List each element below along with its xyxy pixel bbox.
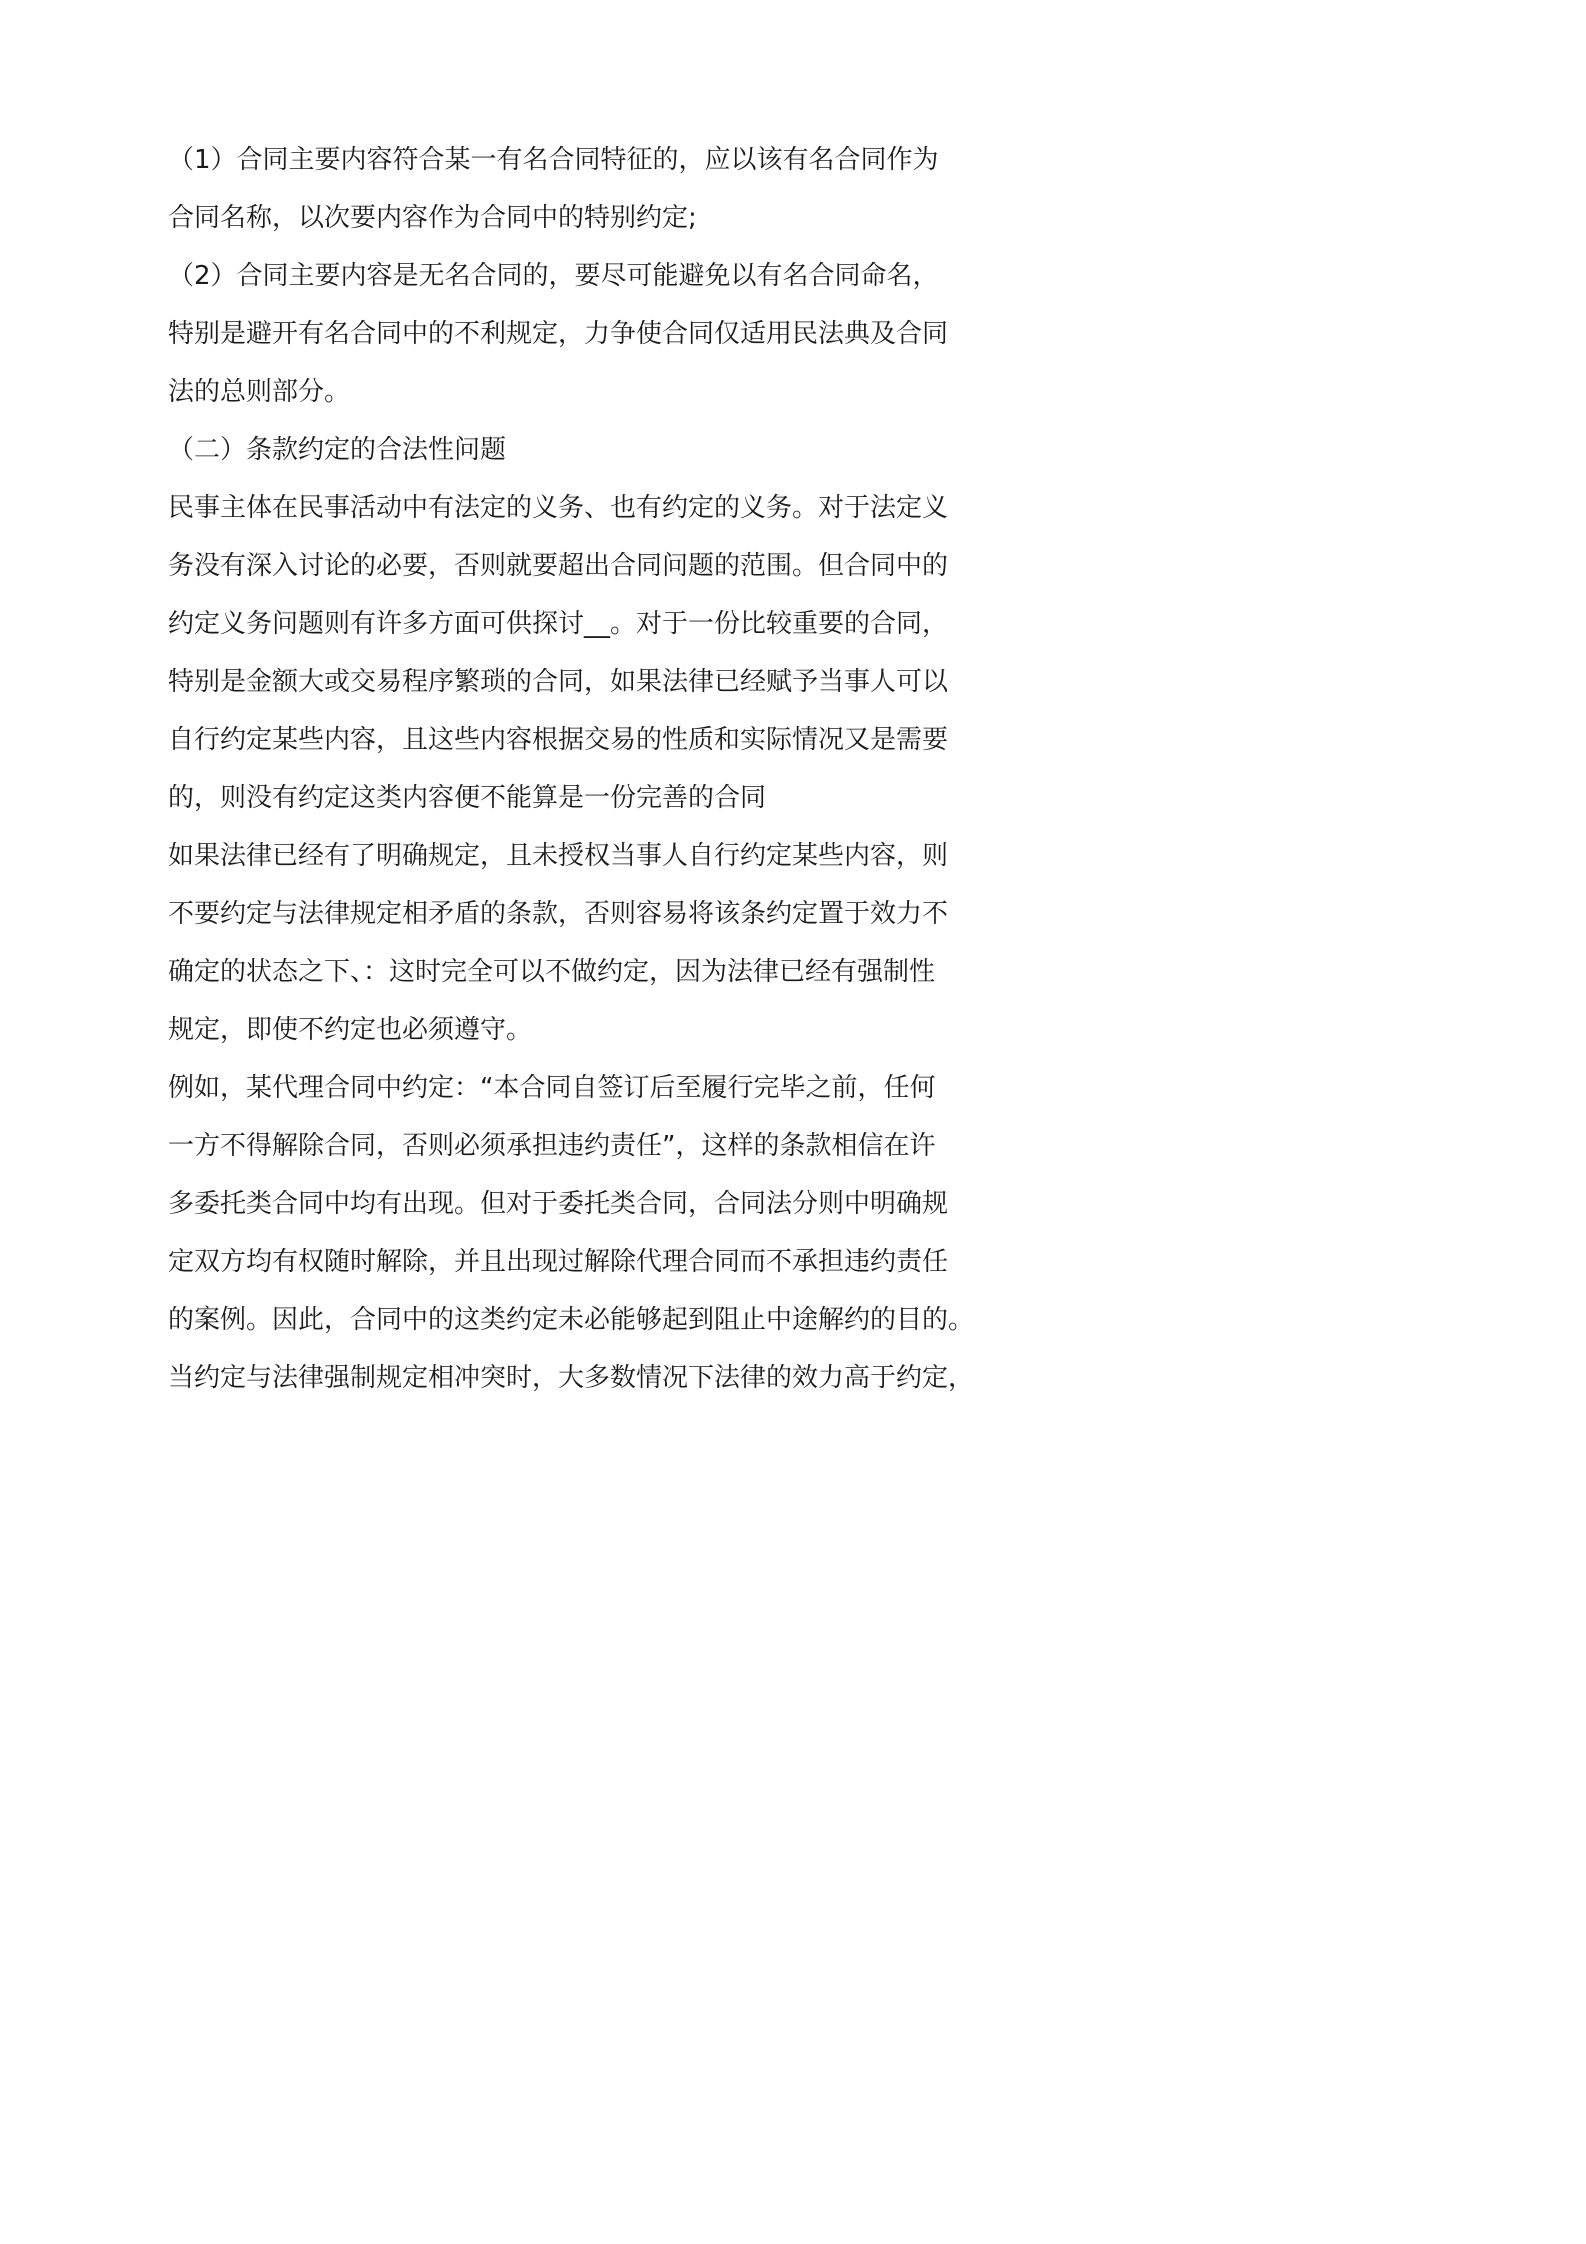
text-line: 如果法律已经有了明确规定，且未授权当事人自行约定某些内容，则 <box>168 841 949 871</box>
text-line: 法的总则部分。 <box>168 377 351 407</box>
text-line: 民事主体在民事活动中有法定的义务、也有约定的义务。对于法定义 <box>168 493 949 523</box>
text-line: 例如，某代理合同中约定：“本合同自签订后至履行完毕之前，任何 <box>168 1073 936 1103</box>
text-line: 合同名称，以次要内容作为合同中的特别约定; <box>168 203 697 233</box>
section-heading: （二）条款约定的合法性问题 <box>168 435 507 465</box>
text-line: 不要约定与法律规定相矛盾的条款，否则容易将该条约定置于效力不 <box>168 899 949 929</box>
text-line: 确定的状态之下、：这时完全可以不做约定，因为法律已经有强制性 <box>168 957 936 987</box>
text-line: 特别是金额大或交易程序繁琐的合同，如果法律已经赋予当事人可以 <box>168 667 949 697</box>
text-line: 的案例。因此，合同中的这类约定未必能够起到阻止中途解约的目的。 <box>168 1305 975 1335</box>
document-page <box>0 0 1104 1561</box>
text-line: 务没有深入讨论的必要，否则就要超出合同问题的范围。但合同中的 <box>168 551 949 581</box>
text-line: 多委托类合同中均有出现。但对于委托类合同，合同法分则中明确规 <box>168 1189 949 1219</box>
text-line: （1）合同主要内容符合某一有名合同特征的，应以该有名合同作为 <box>168 145 939 175</box>
text-line: 约定义务问题则有许多方面可供探讨__。对于一份比较重要的合同， <box>168 609 949 639</box>
text-line: 定双方均有权随时解除，并且出现过解除代理合同而不承担违约责任 <box>168 1247 949 1277</box>
text-line: 的，则没有约定这类内容便不能算是一份完善的合同 <box>168 783 767 813</box>
text-line: 特别是避开有名合同中的不利规定，力争使合同仅适用民法典及合同 <box>168 319 949 349</box>
text-line: 当约定与法律强制规定相冲突时，大多数情况下法律的效力高于约定， <box>168 1363 975 1393</box>
text-line: 规定，即使不约定也必须遵守。 <box>168 1015 533 1045</box>
text-line: 一方不得解除合同，否则必须承担违约责任”，这样的条款相信在许 <box>168 1131 936 1161</box>
text-line: （2）合同主要内容是无名合同的，要尽可能避免以有名合同命名， <box>168 261 939 291</box>
text-line: 自行约定某些内容，且这些内容根据交易的性质和实际情况又是需要 <box>168 725 949 755</box>
